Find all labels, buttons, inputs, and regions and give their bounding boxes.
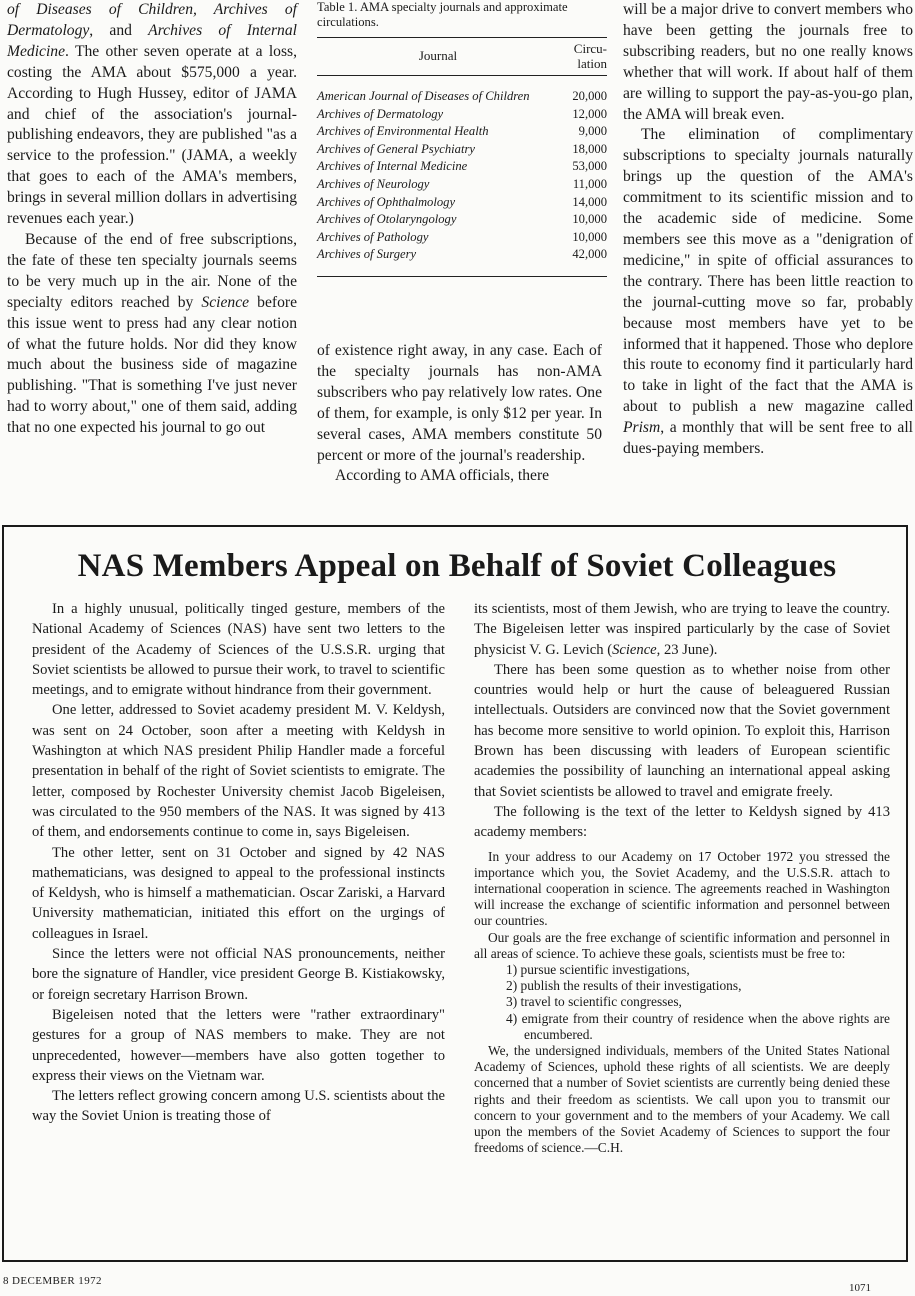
list-item: 2) publish the results of their investigations, [506,978,742,994]
circulation-cell: 14,000 [572,194,607,209]
box-column-left [32,599,445,1127]
table-row [317,194,607,212]
text-run: , 23 June). [656,641,718,658]
journal-cell: American Journal of Diseases of Children [317,89,530,103]
table-row [317,211,607,229]
table-body [317,76,607,277]
header-journal: Journal [418,48,458,63]
paragraph: will be a major drive to convert members who have been getting the journals free to subscribing readers, but no one really knows whether that will work. If about half of them are willing to support the pay-as-you-go plan, the AMA will break even. [623,1,913,123]
journal-cell: Archives of Pathology [317,229,429,244]
journal-cell: Archives of Neurology [317,176,430,191]
circulation-cell: 20,000 [572,89,607,103]
paragraph [474,599,890,660]
list-item: 4) emigrate from their country of residence when the above rights are encumbered. [506,1010,890,1042]
table-caption: Table 1. AMA specialty journals and approximate circulations. [317,0,568,29]
paragraph: The other letter, sent on 31 October and signed by 42 NAS mathematicians, was designed to appeal to the professional instincts of Keldysh, who is himself a mathematician. Oscar Zariski, a Harvard University mathematician, initiated this effort on the urgings of colleagues in Israel. [32,844,445,942]
box-column-right [474,599,890,1156]
journal-cell: Archives of Dermatology [317,106,444,121]
journal-name: Archives of Internal Medicine [7,21,297,60]
journal-cell: Archives of Otolaryngology [317,212,457,227]
text-run: before this issue went to press had any clear notion of what the future holds. Nor did they know much about the business side of magazine publishing. "That is something I've just never had to worry about," one of them said, adding that no one expected his journal to go out [7,293,297,437]
journal-name: Science [612,641,657,658]
table-row [317,123,607,141]
journal-cell: Archives of Surgery [317,247,417,262]
freedoms-list [474,962,890,1043]
paragraph: The letters reflect growing concern among U.S. scientists about the way the Soviet Union is treating those of [32,1088,445,1125]
paragraph: One letter, addressed to Soviet academy president M. V. Keldysh, was sent on 24 October, soon after a meeting with Keldysh in Washington at which NAS president Philip Handler made a forceful presentation in behalf of the right of Soviet scientists to emigrate. The letter, composed by Rochester University chemist Jacob Bigeleisen, was circulated to the 950 members of the NAS. It was signed by 413 of them, and endorsements continue to come in, says Bigeleisen. [32,702,445,841]
letter-text [474,849,890,1157]
list-item: 3) travel to scientific congresses, [506,994,682,1010]
paragraph: The following is the text of the letter to Keldysh signed by 413 academy members: [474,803,890,841]
magazine-name: Prism [623,419,661,437]
article-column-1 [7,0,297,439]
journal-cell: Archives of General Psychiatry [317,141,475,156]
circulation-cell: 10,000 [572,229,607,244]
table-row [317,88,607,106]
table-header [317,38,607,76]
journal-cell: Archives of Internal Medicine [317,159,468,174]
letter-paragraph: Our goals are the free exchange of scientific information and personnel in all areas of science. To achieve these goals, scientists must be free to: [474,929,890,961]
circulation-cell: 10,000 [572,212,607,227]
journal-name: Science [201,293,250,311]
table-row [317,141,607,159]
circulation-cell: 42,000 [572,247,607,262]
paragraph: Bigeleisen noted that the letters were "rather extraordinary" gestures for a group of NAS members to make. They are not unprecedented, however—members have also gotten together to express their views on the Vietnam war. [32,1006,445,1084]
article-column-2 [317,341,602,487]
text-run: , a monthly that will be sent free to all dues-paying members. [623,419,913,458]
circulation-cell: 18,000 [572,141,607,156]
paragraph [7,230,297,439]
circulation-cell: 11,000 [572,176,607,191]
letter-paragraph: We, the undersigned individuals, members of the United States National Academy of Sciences, uphold these rights of all scientists. We are deeply concerned that a number of Soviet scientists are currently being denied these rights and their freedom as scientists. We call upon you to transmit our concern to your government and to the members of your Academy. We call upon the members of the Soviet Academy of Sciences to support the four freedoms of science.—C.H. [474,1043,890,1156]
table-row [317,246,607,264]
paragraph: In a highly unusual, politically tinged gesture, members of the National Academy of Sciences (NAS) have sent two letters to the president of the Academy of Sciences of the U.S.S.R. urging that Soviet scientists be allowed to pursue their work, to travel to scientific meetings, and to emigrate without hindrance from their government. [32,601,445,699]
article-column-3 [623,0,913,460]
article-headline: NAS Members Appeal on Behalf of Soviet Colleagues [77,548,837,584]
paragraph: There has been some question as to whether noise from other countries would help or hurt the cause of beleaguered Russian intellectuals. Outsiders are convinced now that the Soviet government has become more sensitive to world opinion. To exploit this, Harrison Brown has been discussing with leaders of European scientific academies the possibility of launching an international appeal asking that Soviet scientists be allowed to travel and emigrate freely. [474,661,890,800]
paragraph: According to AMA officials, there [335,467,550,485]
list-item: 1) pursue scientific investigations, [506,961,690,977]
text-run: The elimination of complimentary subscriptions to specialty journals naturally brings up the question of the AMA's commitment to its scientific mission and to the academic side of medicine. Some members see this move as a "denigration of medicine," in spite of official assurances to the contrary. There has been little reaction to the journal-cutting move so far, probably because most members have yet to be informed that it happened. Those who deplore this route to economy find it particularly hard to take in light of the fact that the AMA is about to publish a new magazine called [623,126,913,416]
letter-paragraph: In your address to our Academy on 17 October 1972 you stressed the importance which you, the Soviet Academy, and the U.S.S.R. attach to international cooperation in science. The agreements reached in Washington will increase the exchange of scientific information and personnel between our countries. [474,848,890,929]
journal-name: of Diseases of Children, Archives of Dermatology [7,1,297,39]
paragraph: Since the letters were not official NAS pronouncements, neither bore the signature of Handler, vice president George B. Kistiakowsky, or foreign secretary Harrison Brown. [32,946,445,1003]
text-run: , and [89,21,149,39]
boxed-article [2,525,908,1262]
table-row [317,158,607,176]
paragraph [623,125,913,460]
table-1 [317,0,607,277]
issue-date: 8 DECEMBER 1972 [3,1275,102,1287]
circulation-cell: 53,000 [572,159,607,174]
circulation-cell: 9,000 [578,124,607,139]
text-run: . The other seven operate at a loss, costing the AMA about $575,000 a year. According to Hugh Hussey, editor of JAMA and chief of the association's journal-publishing endeavors, they are published "as a service to the profession." (JAMA, a weekly that goes to each of the AMA's members, brings in several million dollars in advertising revenues each year.) [7,42,297,228]
journal-cell: Archives of Environmental Health [317,124,489,139]
text-run: Because of the end of free subscriptions, the fate of these ten specialty journals seems to be very much up in the air. None of the specialty editors reached by [7,230,297,311]
text-run: its scientists, most of them Jewish, who are trying to leave the country. The Bigeleisen letter was inspired particularly by the case of Soviet physicist V. G. Levich ( [474,601,890,658]
paragraph [7,0,297,230]
table-row [317,106,607,124]
paragraph: of existence right away, in any case. Each of the specialty journals has non-AMA subscribers who pay relatively low rates. One of them, for example, is only $12 per year. In several cases, AMA members constitute 50 percent or more of the journal's readership. [317,342,602,464]
header-circulation: Circu-lation [573,41,607,71]
table-row [317,176,607,194]
page-number: 1071 [849,1282,871,1294]
table-row [317,229,607,247]
journal-cell: Archives of Ophthalmology [317,194,456,209]
circulation-cell: 12,000 [572,106,607,121]
